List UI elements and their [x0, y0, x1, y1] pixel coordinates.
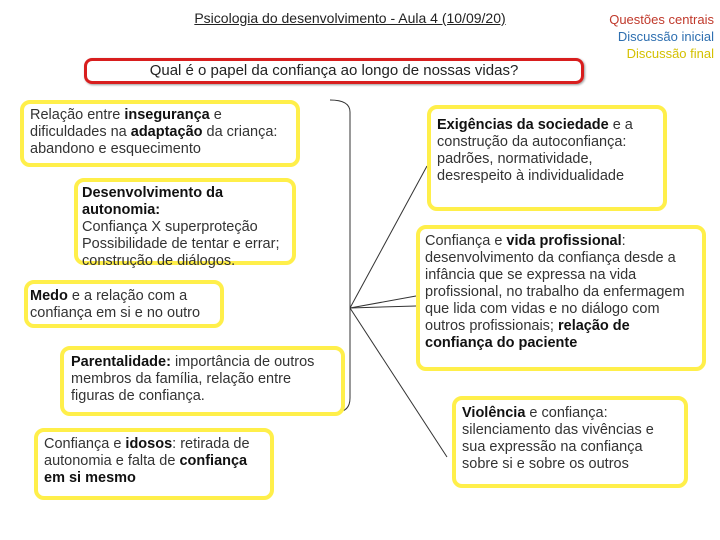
box-elderly: Confiança e idosos: retirada de autonomia e falta de confiança em si mesmo — [34, 428, 274, 500]
box-professional: Confiança e vida profissional: desenvolvimento da confiança desde a infância que se expressa na vida profissional, no trabalho da enfermagem que lida com vidas e no diálogo com outros profissionais; relação de confiança do paciente — [416, 225, 706, 371]
legend-final-discussion: Discussão final — [626, 46, 714, 61]
legend-central-questions: Questões centrais — [609, 12, 714, 27]
central-question: Qual é o papel da confiança ao longo de nossas vidas? — [84, 58, 584, 84]
page-title: Psicologia do desenvolvimento - Aula 4 (10/09/20) — [194, 10, 506, 26]
box-violence: Violência e confiança: silenciamento das vivências e sua expressão na confiança sobre si e sobre os outros — [452, 396, 688, 488]
box-insecurity: Relação entre insegurança e dificuldades na adaptação da criança: abandono e esquecimento — [20, 100, 300, 167]
autonomy-content — [82, 185, 302, 270]
box-society: Exigências da sociedade e a construção da autoconfiança: padrões, normatividade, desrespeito à individualidade — [427, 105, 667, 211]
fear-content: Medo e a relação com a confiança em si e no outro — [30, 288, 201, 321]
box-parenthood: Parentalidade: importância de outros membros da família, relação entre figuras de confiança. — [60, 346, 345, 416]
legend-initial-discussion: Discussão inicial — [617, 29, 714, 44]
autonomy-title: Desenvolvimento da autonomia: — [82, 185, 224, 218]
autonomy-text: Confiança X superproteção Possibilidade de tentar e errar; construção de diálogos. — [82, 219, 280, 269]
